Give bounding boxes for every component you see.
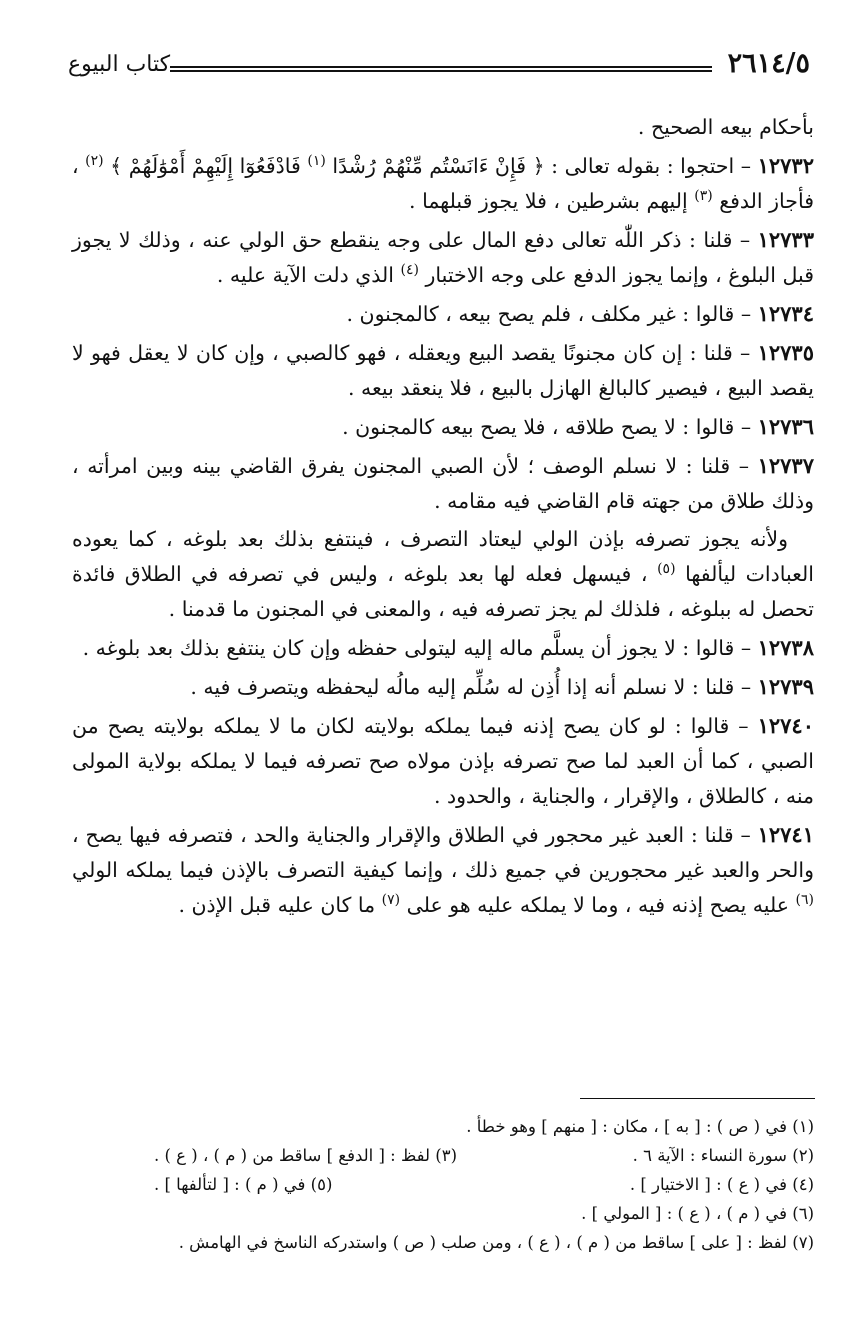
footnote-6: (٦) في ( م ) ، ( ع ) : [ المولي ] . xyxy=(581,1204,814,1223)
footnote-7: (٧) لفظ : [ على ] ساقط من ( م ) ، ( ع ) ، ومن صلب ( ص ) واستدركه الناسخ في الهامش . xyxy=(178,1233,814,1252)
paragraph xyxy=(72,669,814,705)
paragraph-number: ١٢٧٤١ xyxy=(757,822,814,847)
page-number: ٢٦١٤/٥ xyxy=(727,48,810,79)
footnote-5: (٥) في ( م ) : [ لتألفها ] . xyxy=(154,1175,333,1194)
paragraph xyxy=(72,522,814,627)
paragraph-number: ١٢٧٣٧ xyxy=(757,453,814,478)
paragraph-number: ١٢٧٣٦ xyxy=(757,414,814,439)
paragraph xyxy=(72,110,814,145)
paragraph xyxy=(72,708,814,814)
paragraph-text: – قالوا : لا يصح طلاقه ، فلا يصح بيعه كالمجنون . xyxy=(342,415,758,439)
paragraph-text: – قالوا : غير مكلف ، فلم يصح بيعه ، كالمجنون . xyxy=(346,302,758,326)
paragraph xyxy=(72,448,814,519)
paragraph-number: ١٢٧٣٢ xyxy=(757,153,814,178)
footnote-ref: (١) xyxy=(307,153,326,170)
paragraph xyxy=(72,335,814,406)
paragraph-text: – قلنا : لا نسلم أنه إذا أُذِن له سُلِّم إليه مالُه ليحفظه ويتصرف فيه . xyxy=(190,675,758,699)
footnote-ref: (٦) xyxy=(795,892,814,909)
footnote-2: (٢) سورة النساء : الآية ٦ . xyxy=(632,1146,814,1165)
paragraph-text: عليه يصح إذنه فيه ، وما لا يملكه عليه هو على xyxy=(400,893,796,917)
paragraph xyxy=(72,148,814,219)
footnote-3: (٣) لفظ : [ الدفع ] ساقط من ( م ) ، ( ع ) . xyxy=(154,1146,458,1165)
paragraph-number: ١٢٧٣٣ xyxy=(757,227,814,252)
paragraph-text: بأحكام بيعه الصحيح . xyxy=(637,115,814,139)
paragraph-number: ١٢٧٣٩ xyxy=(757,674,814,699)
paragraph-text: ولأنه يجوز تصرفه بإذن الولي ليعتاد التصرف ، فينتفع بذلك بعد بلوغه ، كما يعوده العبادات ليألفها xyxy=(72,527,814,586)
footnote-row xyxy=(154,1170,814,1199)
paragraph-number: ١٢٧٣٨ xyxy=(757,635,814,660)
paragraph-text: – قالوا : لو كان يصح إذنه فيما يملكه بولايته لكان ما لا يملكه بولايته يصح من الصبي ، كما أن العبد لما صح تصرفه بإذن مولاه صح تصرفه فيما لا يملكه بولاية المولى منه ، كالطلاق ، والإقرار ، والجناية ، والحدود . xyxy=(72,714,814,808)
footnote-ref: (٧) xyxy=(381,892,401,909)
footnotes xyxy=(72,1112,814,1257)
footnote-4: (٤) في ( ع ) : [ الاختيار ] . xyxy=(629,1175,814,1194)
footnote-1: (١) في ( ص ) : [ به ] ، مكان : [ منهم ] وهو خطأ . xyxy=(466,1117,814,1136)
paragraph-text: – قالوا : لا يجوز أن يسلَّم ماله إليه ليتولى حفظه وإن كان ينتفع بذلك بعد بلوغه . xyxy=(82,636,758,660)
footnote-ref: (٣) xyxy=(694,188,713,205)
paragraph-number: ١٢٧٣٤ xyxy=(757,301,814,326)
paragraph-number: ١٢٧٤٠ xyxy=(757,713,814,738)
paragraph-text: الذي دلت الآية عليه . xyxy=(216,263,401,287)
paragraph-text: إليهم بشرطين ، فلا يجوز قبلهما . xyxy=(409,189,695,213)
main-text xyxy=(72,110,814,926)
paragraph-text: – احتجوا : بقوله تعالى : ﴿ فَإِنْ ءَانَسْتُم مِّنْهُمْ رُشْدًا xyxy=(325,154,758,178)
paragraph xyxy=(72,296,814,332)
paragraph-text: ، فأجاز الدفع xyxy=(72,154,814,213)
paragraph-number: ١٢٧٣٥ xyxy=(757,340,814,365)
footnote-row xyxy=(154,1141,814,1170)
paragraph xyxy=(72,817,814,923)
footnote-ref: (٤) xyxy=(400,262,419,279)
paragraph-text: – قلنا : إن كان مجنونًا يقصد البيع ويعقله ، فهو كالصبي ، وإن كان لا يعقل فهو لا يقصد البيع ، فيصير كالبالغ الهازل بالبيع ، فلا ينعقد بيعه . xyxy=(72,341,814,400)
paragraph-text: ما كان عليه قبل الإذن . xyxy=(178,893,382,917)
paragraph xyxy=(72,630,814,666)
paragraph-text: – قلنا : ذكر اللّٰه تعالى دفع المال على وجه ينقطع حق الولي عنه ، وذلك لا يجوز قبل البلوغ ، وإنما يجوز الدفع على وجه الاختبار xyxy=(72,228,814,287)
book-title: كتاب البيوع xyxy=(68,52,171,77)
paragraph-text: – قلنا : العبد غير محجور في الطلاق والإقرار والجناية والحد ، فتصرفه فيها يصح ، والحر والعبد غير محجورين في جميع ذلك ، وإنما كيفية التصرف بالإذن فيما يملكه الولي xyxy=(72,823,814,882)
footnote-divider xyxy=(580,1098,815,1099)
header-rule xyxy=(170,66,712,72)
page-header xyxy=(68,48,810,88)
footnote-ref: (٥) xyxy=(657,561,676,578)
paragraph-text: ، فيسهل فعله لها بعد بلوغه ، وليس في تصرفه في الطلاق فائدة تحصل له ببلوغه ، فلذلك لم يجز تصرفه فيه ، والمعنى في المجنون ما قدمنا . xyxy=(72,562,814,621)
paragraph-text: فَادْفَعُوٓا إِلَيْهِمْ أَمْوَٰلَهُمْ ﴾ xyxy=(103,154,308,178)
footnote-ref: (٢) xyxy=(85,153,104,170)
paragraph xyxy=(72,409,814,445)
paragraph xyxy=(72,222,814,293)
paragraph-text: – قلنا : لا نسلم الوصف ؛ لأن الصبي المجنون يفرق القاضي بينه وبين امرأته ، وذلك طلاق من جهته قام القاضي فيه مقامه . xyxy=(72,454,814,513)
